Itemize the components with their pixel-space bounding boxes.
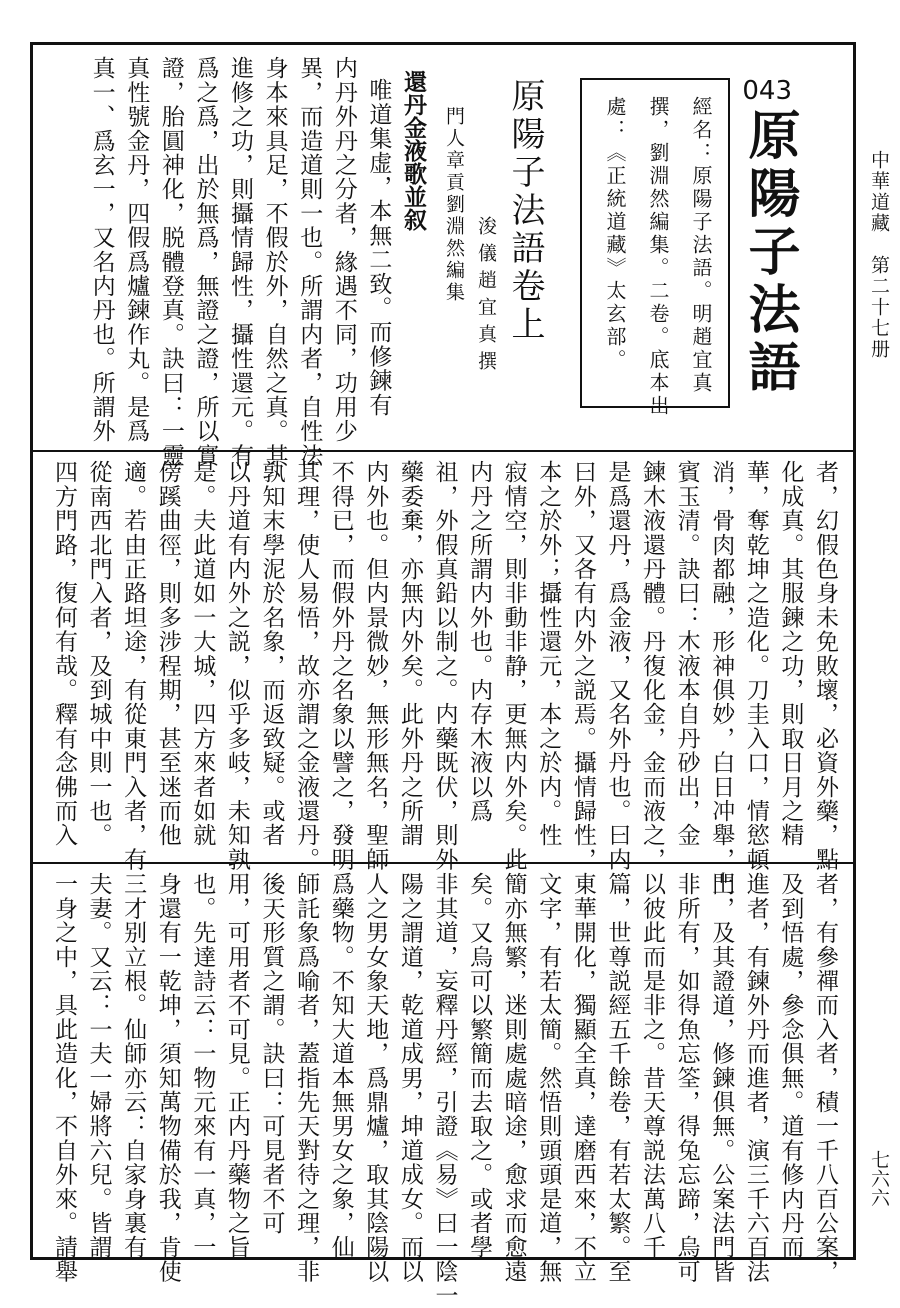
entry-title-area <box>739 48 850 448</box>
bottom-body-text <box>46 866 842 1308</box>
author-line: 浚儀趙宜真撰 <box>475 216 497 378</box>
text-column: 賓玉清。訣曰：木液本自丹砂出，金 <box>673 460 700 848</box>
text-column: 文字，有若太簡。然悟則頭頭是道，無 <box>535 872 562 1284</box>
text-column: 唯道集虚，本無二致。而修鍊有 <box>365 78 392 417</box>
text-column: 人之男女象天地，爲鼎爐，取其陰陽以 <box>362 872 389 1284</box>
compiler-line: 門人章貢劉淵然編集 <box>443 106 465 304</box>
text-column: 篇，世尊説經五千餘卷，有若太繁。至 <box>604 872 631 1284</box>
text-column: 真一、爲玄一，又名内丹也。所謂外 <box>88 56 115 444</box>
text-column: 從南西北門入者，及到城中則一也。 <box>85 460 112 848</box>
text-column: 三才别立根。仙師亦云：自家身裏有 <box>120 872 147 1260</box>
text-column: 適。若由正路坦途，有從東門入者，有 <box>120 460 147 872</box>
page-number: 七六六 <box>868 1150 890 1207</box>
text-column: 用，可用者不可見。正内丹藥物之旨 <box>223 872 250 1260</box>
text-column: 師託象爲喻者，蓋指先天對待之理，非 <box>293 872 320 1284</box>
top-body-text <box>84 48 430 468</box>
entry-title: 原陽子法語 <box>739 108 799 398</box>
text-column: 以丹道有内外之説，似乎多岐，未知孰 <box>223 460 250 872</box>
text-column: 消，骨肉都融，形神俱妙，白日冲舉，上 <box>708 460 735 896</box>
text-column: 曰外，又各有内外之説焉。攝情歸性， <box>569 460 596 872</box>
text-column: 内丹之所謂内外也。内存木液以爲 <box>466 460 493 823</box>
text-column: 真性號金丹，四假爲爐鍊作丸。是爲 <box>123 56 150 444</box>
text-column: 證，胎圓神化，脱體登真。訣曰：一靈 <box>157 56 184 468</box>
text-column: 華，奪乾坤之造化。刀圭入口，情慾頓 <box>742 460 769 872</box>
text-column: 其理，使人易悟，故亦謂之金液還丹。 <box>293 460 320 872</box>
text-column: 非其道，妄釋丹經，引證《易》曰一陰一 <box>431 872 458 1308</box>
info-line: 經名：原陽子法語。明趙宜真 <box>689 96 713 395</box>
text-column: 寂情空，則非動非静，更無内外矣。此 <box>500 460 527 872</box>
text-column: 孰知末學泥於名象，而返致疑。或者 <box>258 460 285 848</box>
info-line: 處：《正統道藏》太玄部。 <box>603 96 627 372</box>
middle-band <box>36 454 850 896</box>
text-column: 内丹外丹之分者，緣遇不同，功用少 <box>330 56 357 444</box>
entry-info-box <box>580 78 730 418</box>
text-column: 内外也。但内景微妙，無形無名，聖師 <box>362 460 389 872</box>
text-column: 簡亦無繁，迷則處處暗途，愈求而愈遠 <box>500 872 527 1284</box>
volume-title: 原陽子法語卷上 <box>505 78 545 344</box>
text-column: 矣。又烏可以繁簡而去取之。或者學 <box>466 872 493 1260</box>
text-column: 藥委棄，亦無内外矣。此外丹之所謂 <box>396 460 423 848</box>
text-column: 後天形質之謂。訣曰：可見者不可 <box>258 872 285 1235</box>
entry-number: 043 <box>742 76 792 106</box>
text-column: 祖，外假真鉛以制之。内藥既伏，則外 <box>431 460 458 872</box>
text-column: 傍蹊曲徑，則多涉程期，甚至迷而他 <box>154 460 181 848</box>
text-column: 者，有參禪而入者，積一千八百公案， <box>812 872 838 1284</box>
text-column: 非所有，如得魚忘筌，得兔忘蹄，烏可 <box>673 872 700 1284</box>
text-column: 化成真。其服鍊之功，則取日月之精 <box>777 460 804 848</box>
text-column: 陽之謂道，乾道成男，坤道成女。而以 <box>396 872 423 1284</box>
bottom-band <box>36 866 850 1308</box>
text-column: 進者，有鍊外丹而進者，演三千六百法 <box>742 872 769 1284</box>
text-column: 本之於外；攝性還元，本之於内。性 <box>535 460 562 848</box>
text-column: 進修之功，則攝情歸性，攝性還元。有 <box>227 56 254 468</box>
text-column: 四方門路，復何有哉。釋有念佛而入 <box>50 460 77 848</box>
section-heading: 還丹金液歌並叙 <box>400 70 426 231</box>
text-column: 一身之中，具此造化，不自外來。請舉 <box>50 872 77 1284</box>
text-column: 身本來具足，不假於外，自然之真。其 <box>261 56 288 468</box>
text-column: 者，幻假色身未免敗壞，必資外藥，點 <box>812 460 838 872</box>
text-column: 門，及其證道，修鍊俱無。公案法門皆 <box>708 872 735 1284</box>
text-column: 是。夫此道如一大城，四方來者如就 <box>189 460 216 848</box>
text-column: 東華開化，獨顯全真，達磨西來，不立 <box>569 872 596 1284</box>
text-column: 異，而造道則一也。所謂内者，自性法 <box>296 56 323 468</box>
text-column: 不得已，而假外丹之名象以譬之，發明 <box>327 460 354 872</box>
text-column: 及到悟處，參念俱無。道有修内丹而 <box>777 872 804 1260</box>
running-header: 中華道藏 第二十七册 <box>868 150 890 360</box>
text-column: 鍊木液還丹體。丹復化金，金而液之， <box>639 460 666 872</box>
text-column: 以彼此而是非之。昔天尊説法萬八千 <box>639 872 666 1260</box>
text-column: 也。先達詩云：一物元來有一真，一 <box>189 872 216 1260</box>
top-band <box>36 48 850 468</box>
text-column: 夫妻。又云：一夫一婦將六兒。皆謂 <box>85 872 112 1260</box>
text-column: 是爲還丹，爲金液，又名外丹也。曰内 <box>604 460 631 872</box>
text-column: 身還有一乾坤，須知萬物備於我，肯使 <box>154 872 181 1284</box>
text-column: 爲藥物。不知大道本無男女之象，仙 <box>327 872 354 1260</box>
middle-body-text <box>46 454 842 896</box>
info-line: 撰，劉淵然編集。二卷。底本出 <box>646 96 670 418</box>
text-column: 爲之爲，出於無爲，無證之證，所以實 <box>192 56 219 468</box>
